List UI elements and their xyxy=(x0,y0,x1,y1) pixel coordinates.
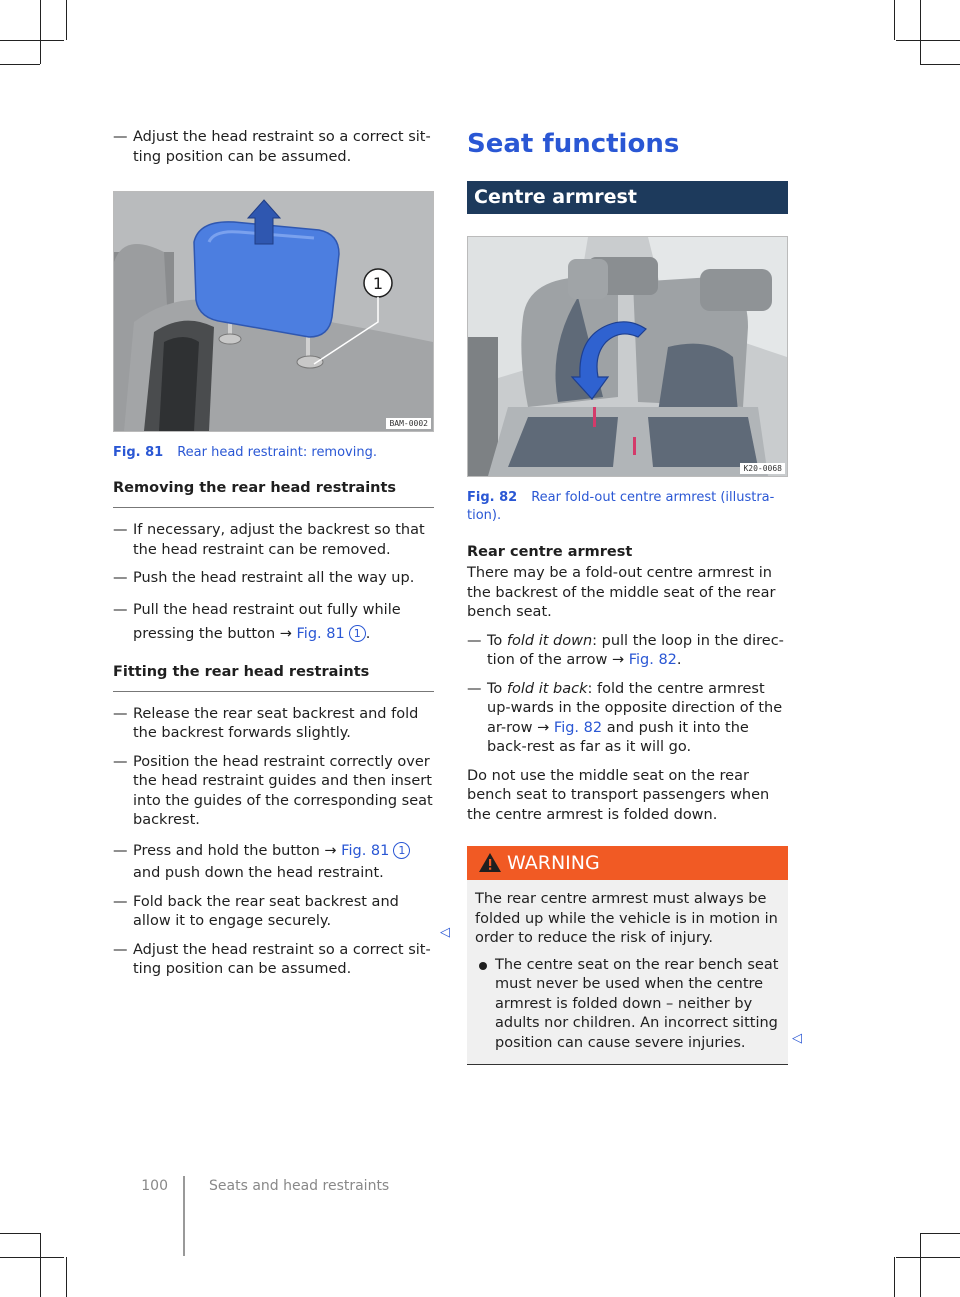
step-item: — To fold it down: pull the loop in the direc-tion of the arrow → Fig. 82. xyxy=(467,632,788,671)
step-text: : fold the centre armrest up-wards in the opposite direction of the ar-row xyxy=(487,680,783,736)
figure-caption-text: Rear head restraint: removing. xyxy=(177,445,377,460)
section-heading: Fitting the rear head restraints xyxy=(113,663,434,692)
step-emphasis: fold it down xyxy=(506,632,593,649)
step-item xyxy=(113,840,434,884)
step-text: and push it into the back-rest as far as it will go. xyxy=(487,719,749,755)
crop-mark xyxy=(0,1233,40,1234)
crop-mark xyxy=(894,1257,895,1297)
chapter-title: Seat functions xyxy=(467,129,680,159)
arrow-icon: → xyxy=(279,625,292,642)
step-item xyxy=(467,680,788,758)
figure-callout-1: 1 xyxy=(372,274,384,293)
crop-mark xyxy=(896,40,960,41)
step-text: If necessary, adjust the backrest so that the head restraint can be removed. xyxy=(133,522,425,558)
step-emphasis: fold it back xyxy=(506,680,588,697)
section-end-icon: ◁ xyxy=(440,925,450,940)
warning-label: WARNING xyxy=(507,852,600,874)
step-item xyxy=(113,893,434,932)
warning-box xyxy=(467,846,788,1065)
arrow-icon: → xyxy=(611,652,625,668)
intro-paragraph: There may be a fold-out centre armrest in the backrest of the middle seat of the rear bench seat. xyxy=(467,565,776,620)
figure-reference-link[interactable]: Fig. 81 xyxy=(296,625,345,642)
crop-mark xyxy=(894,0,895,40)
crop-mark xyxy=(66,0,67,40)
callout-number: 1 xyxy=(349,625,366,642)
step-item xyxy=(113,128,434,167)
figure-caption xyxy=(467,489,788,525)
figure-number: Fig. 81 xyxy=(113,445,164,460)
footer-divider xyxy=(183,1176,185,1256)
figure-caption-text: Rear fold-out centre armrest (illustra-tion). xyxy=(467,490,775,523)
crop-mark xyxy=(920,1233,921,1297)
section-title-bar: Centre armrest xyxy=(467,181,788,214)
step-text: Push the head restraint all the way up. xyxy=(133,570,415,586)
subsection-heading: Rear centre armrest xyxy=(467,544,633,560)
crop-mark xyxy=(896,1257,960,1258)
step-text: To xyxy=(487,680,503,697)
crop-mark xyxy=(920,0,921,64)
step-item xyxy=(113,941,434,980)
arrow-icon: → xyxy=(537,719,550,736)
centre-armrest-illustration xyxy=(468,237,787,476)
step-item xyxy=(113,753,434,831)
callout-number: 1 xyxy=(393,842,410,859)
arrow-icon: → xyxy=(324,842,337,859)
step-item xyxy=(113,521,434,560)
step-text: To xyxy=(487,632,503,649)
crop-mark xyxy=(920,64,960,65)
crop-mark xyxy=(40,0,41,64)
step-text: Adjust the head restraint so a correct sit-ting position can be assumed. xyxy=(133,129,431,165)
section-end-icon: ◁ xyxy=(792,1031,802,1046)
head-restraint-illustration xyxy=(114,192,433,431)
figure-caption xyxy=(113,444,434,462)
figure-reference-link[interactable]: Fig. 82 xyxy=(553,719,603,736)
step-text: Position the head restraint correctly over the head restraint guides and then insert into the guides of the corresponding seat backrest. xyxy=(133,753,433,828)
figure-reference-link[interactable]: Fig. 82 xyxy=(628,652,677,668)
note-paragraph: Do not use the middle seat on the rear bench seat to transport passengers when the centre armrest is folded down. xyxy=(467,767,770,823)
figure-reference-link[interactable]: Fig. 81 xyxy=(341,842,390,859)
step-text: Fold back the rear seat backrest and allow it to engage securely. xyxy=(133,893,399,929)
step-text: Pull the head restraint out fully while pressing the button xyxy=(133,601,401,642)
figure-number: Fig. 82 xyxy=(467,490,518,505)
footer-chapter-title: Seats and head restraints xyxy=(209,1178,390,1194)
crop-mark xyxy=(0,40,64,41)
crop-mark xyxy=(0,64,40,65)
step-text: and push down the head restraint. xyxy=(133,864,384,881)
step-item: — Pull the head restraint out fully while pressing the button → Fig. 81 1 . xyxy=(113,598,434,646)
warning-bullet: The centre seat on the rear bench seat must never be used when the centre armrest is folded down – neither by adults nor children. An incorrect sitting position can cause severe injuries. xyxy=(475,956,780,1054)
step-text: Press and hold the button xyxy=(133,842,320,859)
step-text: Adjust the head restraint so a correct sit-ting position can be assumed. xyxy=(133,941,431,977)
figure-code: BAM-0002 xyxy=(386,418,431,429)
section-heading: Removing the rear head restraints xyxy=(113,479,434,508)
figure-code: K20-0068 xyxy=(740,463,785,474)
warning-header xyxy=(467,846,788,880)
crop-mark xyxy=(66,1257,67,1297)
crop-mark xyxy=(0,1257,64,1258)
step-item xyxy=(113,705,434,744)
right-column xyxy=(467,128,788,1065)
step-text: : pull the loop in the direc-tion of the arrow xyxy=(487,632,784,668)
warning-body xyxy=(467,880,788,1065)
figure-81 xyxy=(113,191,434,432)
warning-triangle-icon xyxy=(478,852,502,873)
warning-text: The rear centre armrest must always be folded up while the vehicle is in motion in order to reduce the risk of injury. xyxy=(475,891,778,946)
page-number: 100 xyxy=(141,1178,168,1194)
left-column xyxy=(113,128,434,989)
step-text: Release the rear seat backrest and fold the backrest forwards slightly. xyxy=(133,705,419,741)
crop-mark xyxy=(920,1233,960,1234)
crop-mark xyxy=(40,1233,41,1297)
figure-82 xyxy=(467,236,788,477)
step-item xyxy=(113,569,434,589)
